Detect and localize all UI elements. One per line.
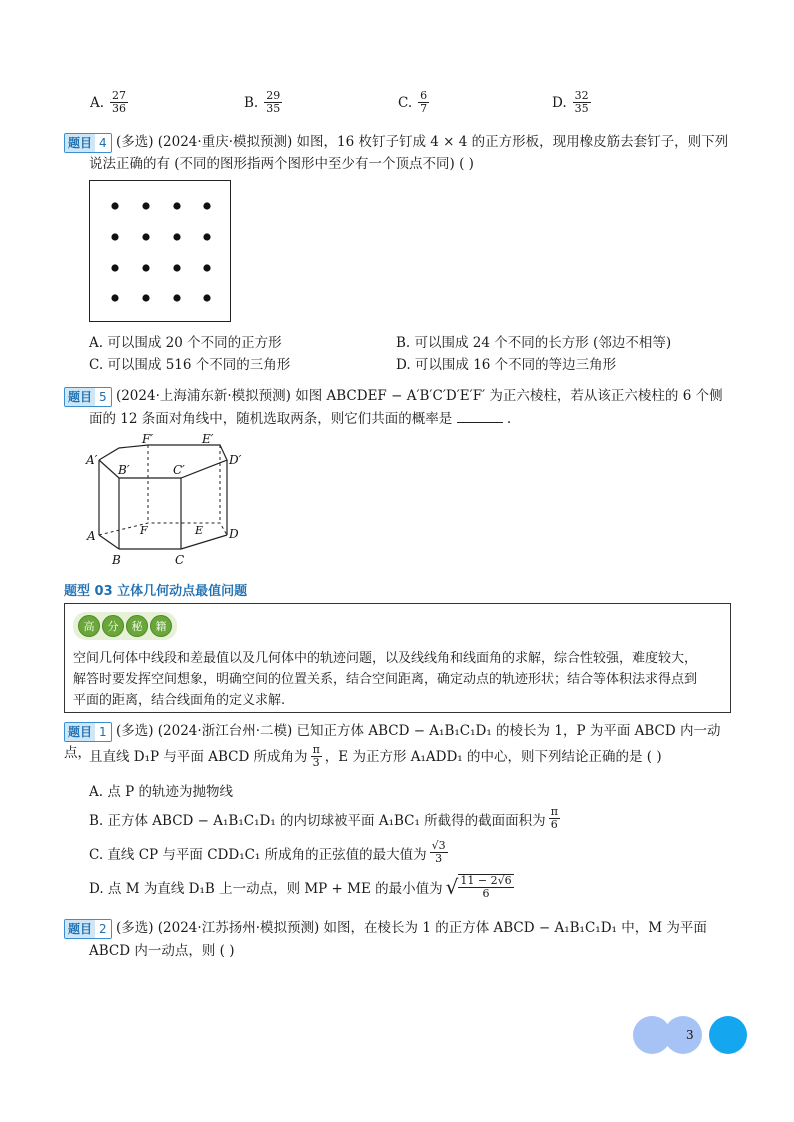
- previous-question-options: [90, 90, 730, 115]
- question-2-line-1: [64, 917, 734, 939]
- option-letter: A.: [90, 94, 105, 111]
- label-c-prime: C′: [173, 463, 185, 477]
- question-text: (2024·上海浦东新·模拟预测) 如图 ABCDEF − A′B′C′D′E′F′ 为正六棱柱，若从该正六棱柱的 6 个侧: [115, 388, 723, 404]
- label-a-prime: A′: [86, 453, 98, 467]
- fraction: $\frac{\pi}{3}$: [312, 743, 320, 769]
- fraction: $\frac{\pi}{6}$: [550, 805, 558, 831]
- nail-grid: [90, 181, 230, 321]
- label-b-prime: B′: [118, 463, 130, 477]
- fraction: $\frac{32}{35}$: [574, 89, 589, 115]
- option-c[interactable]: [398, 90, 552, 115]
- option-a[interactable]: [90, 90, 244, 115]
- q4-option-a[interactable]: A. 可以围成 20 个不同的正方形: [89, 335, 282, 351]
- tips-box: [64, 603, 731, 713]
- nail-board-figure: [89, 180, 231, 322]
- q1-option-c[interactable]: C. 直线 CP 与平面 CDD₁C₁ 所成角的正弦值的最大值为 $\frac{√3}{3}$: [89, 839, 446, 865]
- option-letter: D.: [552, 94, 567, 111]
- label-f: F: [140, 524, 148, 537]
- badge-char: 分: [102, 615, 124, 637]
- question-1-line-2: 且直线 D₁P 与平面 ABCD 所成角为 $\frac{\pi}{3}$ ，E 为正方形 A₁ADD₁ 的中心，则下列结论正确的是 ( ): [89, 743, 662, 769]
- question-4-line-2: 说法正确的有 (不同的图形指两个图形中至少有一个顶点不同) ( ): [89, 156, 474, 172]
- q4-option-c[interactable]: C. 可以围成 516 个不同的三角形: [89, 357, 291, 373]
- q1-option-d[interactable]: D. 点 M 为直线 D₁B 上一动点，则 MP + ME 的最小值为 √ $\frac{11 - 2√6}{6}$: [89, 874, 512, 900]
- option-d[interactable]: [552, 90, 706, 115]
- label-e-prime: E′: [202, 432, 214, 446]
- question-text: (多选) (2024·重庆·模拟预测) 如图，16 枚钉子钉成 4 × 4 的正方形板，现用橡皮筋去套钉子，则下列: [115, 134, 729, 150]
- q1-option-a[interactable]: A. 点 P 的轨迹为抛物线: [89, 784, 233, 800]
- badge-char: 籍: [150, 615, 172, 637]
- tips-text: 空间几何体中线段和差最值以及几何体中的轨迹问题，以及线线角和线面角的求解，综合性较强，难度较大， 解答时要发挥空间想象，明确空间的位置关系，结合空间距离，确定动点的轨迹形状；结合等体积法求得点到 平面的距离，结合线面角的定义求解.: [73, 651, 698, 708]
- question-tag: 题目 5: [64, 387, 112, 407]
- q4-option-b[interactable]: B. 可以围成 24 个不同的长方形 (邻边不相等): [396, 335, 672, 351]
- q1-option-b[interactable]: B. 正方体 ABCD − A₁B₁C₁D₁ 的内切球被平面 A₁BC₁ 所截得的截面面积为 $\frac{\pi}{6}$: [89, 805, 558, 831]
- hexagonal-prism-figure: [82, 430, 252, 570]
- badge-char: 秘: [126, 615, 148, 637]
- answer-blank[interactable]: [457, 408, 503, 423]
- badge-char: 高: [78, 615, 100, 637]
- option-b[interactable]: [244, 90, 398, 115]
- label-a: A: [87, 529, 96, 543]
- page-circles: [633, 1015, 748, 1055]
- q4-option-d[interactable]: D. 可以围成 16 个不同的等边三角形: [396, 357, 617, 373]
- option-letter: C.: [398, 94, 413, 111]
- fraction: $\frac{6}{7}$: [420, 89, 428, 115]
- question-5-line-1: [64, 385, 734, 407]
- question-tag: 题目 2: [64, 919, 112, 939]
- question-text: (多选) (2024·浙江台州·二模) 已知正方体 ABCD − A₁B₁C₁D₁ 的棱长为 1，P 为平面 ABCD 内一动点，: [64, 723, 721, 761]
- question-tag: 题目 4: [64, 133, 112, 153]
- page-number-indicator: [633, 1015, 748, 1055]
- label-c: C: [175, 553, 185, 567]
- sqrt-sign: √: [445, 875, 459, 899]
- section-title: 题型 03 立体几何动点最值问题: [64, 584, 248, 599]
- fraction: $\frac{11 - 2√6}{6}$: [460, 874, 512, 900]
- option-letter: B.: [244, 94, 259, 111]
- page-number: 3: [686, 1028, 694, 1042]
- question-5-line-2: 面的 12 条面对角线中，随机选取两条，则它们共面的概率是 .: [89, 408, 734, 430]
- label-f-prime: F′: [142, 432, 154, 446]
- fraction: $\frac{27}{36}$: [112, 89, 127, 115]
- fraction: $\frac{√3}{3}$: [431, 839, 446, 865]
- label-d-prime: D′: [229, 453, 242, 467]
- label-e: E: [195, 524, 204, 537]
- tips-badge: [73, 612, 177, 640]
- question-2-line-2: ABCD 内一动点，则 ( ): [89, 943, 235, 959]
- question-4-line-1: [64, 131, 734, 153]
- question-tag: 题目 1: [64, 722, 112, 742]
- label-d: D: [229, 527, 239, 541]
- fraction: $\frac{29}{35}$: [266, 89, 281, 115]
- question-text: (多选) (2024·江苏扬州·模拟预测) 如图，在棱长为 1 的正方体 ABCD − A₁B₁C₁D₁ 中，M 为平面: [115, 920, 707, 936]
- label-b: B: [112, 553, 121, 567]
- prism-diagram: [82, 430, 252, 570]
